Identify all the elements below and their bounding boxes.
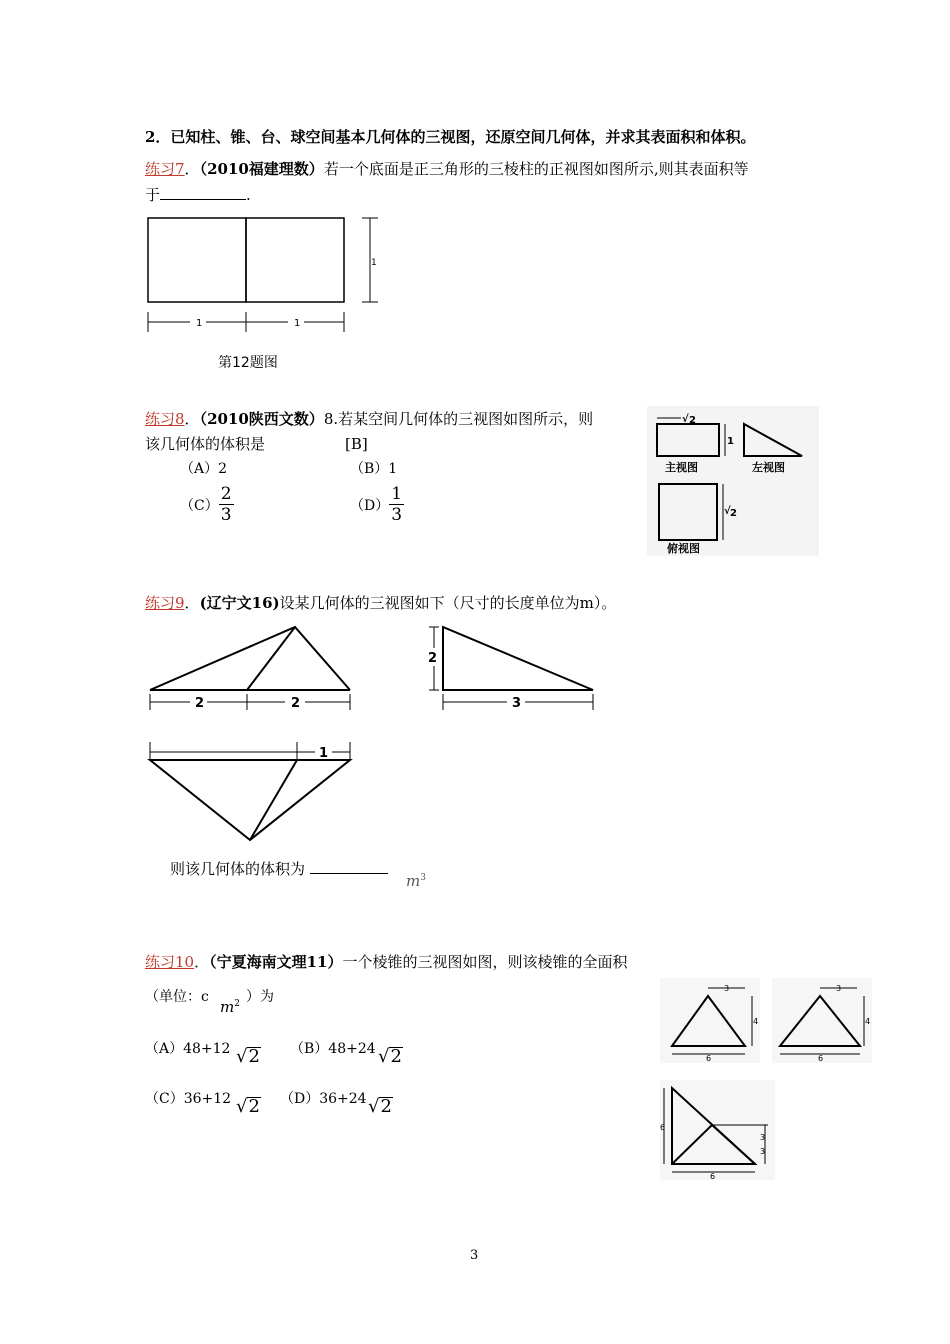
ex10-option-b[interactable]: [290, 1038, 376, 1060]
ex10-option-a-sqrt: √2: [236, 1046, 260, 1067]
ex8-option-b[interactable]: （B）1: [350, 461, 398, 477]
ex10-option-d-radicand: 2: [380, 1096, 392, 1117]
ex7-label[interactable]: 练习7: [145, 160, 185, 178]
page-number: 3: [470, 1248, 479, 1263]
ex10-unit-suffix: ）为: [246, 989, 274, 1005]
ex8-option-d-fraction: [389, 484, 404, 525]
ex10-option-c-radicand: 2: [248, 1096, 260, 1117]
ex9-line1: 练习9．(辽宁文16)设某几何体的三视图如下（尺寸的长度单位为m）。: [145, 594, 617, 612]
ex9-top-view: [150, 760, 350, 840]
ex8-option-d-prefix: （D）: [350, 497, 390, 514]
ex10-option-b-radicand: 2: [390, 1046, 402, 1067]
ex10-option-d-sqrt: √2: [368, 1096, 392, 1117]
ex10-option-a-text: （A）48+12: [145, 1041, 231, 1057]
ex8-text1: 8.若某空间几何体的三视图如图所示，则: [323, 410, 594, 428]
ex10-option-b-text: （B）48+24: [290, 1041, 376, 1057]
ex9-unit: [406, 872, 426, 890]
ex8-line1: 练习8．（2010陕西文数）8.若某空间几何体的三视图如图所示，则: [145, 410, 594, 428]
ex10-option-d[interactable]: [280, 1088, 367, 1110]
ex7-vdim-label: 1: [371, 258, 377, 268]
section-heading: 2．已知柱、锥、台、球空间基本几何体的三视图，还原空间几何体，并求其表面积和体积。: [145, 128, 756, 146]
ex7-hdim-label-1: 1: [196, 318, 203, 329]
ex9-label[interactable]: 练习9: [145, 594, 185, 612]
ex10-top-left-dim-label: 6: [660, 1123, 666, 1132]
ex10-top-right-dim-label-2: 3: [760, 1147, 766, 1156]
ex10-option-a-radicand: 2: [248, 1046, 260, 1067]
ex10-unit-prefix: （单位：c: [145, 989, 209, 1005]
ex7-figure-caption: 第12题图: [218, 355, 278, 371]
ex8-figure: [647, 406, 819, 556]
ex9-source: (辽宁文16): [199, 594, 280, 612]
ex10-side-bottom-dim-label: 6: [818, 1054, 824, 1063]
ex8-c-den: 3: [220, 505, 232, 525]
ex10-side-right-dim-label: 4: [865, 1017, 871, 1026]
ex7-left-rect: [148, 218, 246, 302]
ex10-front-bg: [660, 978, 760, 1063]
ex8-option-c[interactable]: [180, 484, 234, 525]
ex7-hdim-label-2: 1: [294, 318, 301, 329]
ex10-front-top-dim-label: 3: [724, 984, 730, 993]
ex9-front-view: [150, 627, 350, 690]
ex10-option-a[interactable]: [145, 1038, 230, 1060]
ex10-option-c-sqrt: √2: [236, 1096, 260, 1117]
ex10-label[interactable]: 练习10: [145, 953, 195, 971]
ex9-side-hdim-label: 3: [512, 696, 522, 711]
ex8-answer: [B]: [345, 435, 368, 453]
ex7-line2: [145, 184, 251, 206]
ex10-option-c[interactable]: [145, 1088, 231, 1110]
ex8-front-sqrt-2: 2: [689, 415, 696, 426]
ex10-front-figure: [660, 978, 760, 1063]
ex9-answer-line: [170, 858, 388, 880]
ex8-d-den: 3: [391, 505, 403, 525]
ex10-text1: 一个棱锥的三视图如图，则该棱锥的全面积: [342, 953, 628, 971]
ex10-option-c-text: （C）36+12: [145, 1091, 232, 1107]
ex8-d-num: 1: [391, 484, 403, 504]
ex10-top-bottom-dim-label: 6: [710, 1172, 716, 1180]
ex8-top-sqrt-2: 2: [730, 508, 737, 519]
ex9-answer-prefix: 则该几何体的体积为: [170, 860, 306, 878]
ex10-front-right-dim-label: 4: [753, 1017, 759, 1026]
ex9-side-vdim-label: 2: [428, 651, 438, 666]
ex9-side-view: [443, 627, 593, 690]
ex9-unit-base: m: [406, 872, 421, 890]
ex7-figure: [140, 210, 390, 345]
ex9-front-dim-label-2: 2: [291, 696, 301, 711]
ex8-front-vdim-label: 1: [727, 436, 734, 447]
ex8-side-label: 左视图: [752, 461, 785, 474]
ex8-option-c-fraction: [219, 484, 234, 525]
ex9-text1: 设某几何体的三视图如下（尺寸的长度单位为m）。: [279, 594, 617, 612]
ex10-unit-exp: 2: [234, 999, 240, 1009]
ex10-option-b-sqrt: √2: [378, 1046, 402, 1067]
ex10-front-bottom-dim-label: 6: [706, 1054, 712, 1063]
ex10-source: （宁夏海南文理11）: [209, 953, 343, 971]
ex10-top-right-dim-label-1: 3: [760, 1133, 766, 1142]
ex10-top-figure: [660, 1080, 775, 1180]
ex10-option-d-text: （D）36+24: [280, 1091, 367, 1107]
ex9-figure: [145, 620, 605, 850]
ex9-front-dim-label-1: 2: [195, 696, 205, 711]
ex10-line1: 练习10．（宁夏海南文理11）一个棱锥的三视图如图，则该棱锥的全面积: [145, 953, 628, 971]
ex7-text2-prefix: 于: [145, 186, 161, 204]
ex9-unit-exp: 3: [420, 873, 426, 883]
ex10-side-bg: [772, 978, 872, 1063]
ex10-unit-line: [145, 986, 209, 1008]
ex7-text2-suffix: .: [246, 186, 251, 204]
ex7-line1: 练习7．（2010福建理数）若一个底面是正三角形的三棱柱的正视图如图所示,则其表面积等: [145, 160, 749, 178]
ex7-text1: 若一个底面是正三角形的三棱柱的正视图如图所示,则其表面积等: [323, 160, 749, 178]
ex8-top-sqrt-symbol: √: [724, 506, 731, 517]
ex7-right-rect: [246, 218, 344, 302]
ex9-answer-blank: [310, 859, 388, 874]
ex8-option-c-prefix: （C）: [180, 497, 219, 514]
ex10-side-top-dim-label: 3: [836, 984, 842, 993]
ex9-top-edge: [250, 760, 297, 840]
ex10-unit: [220, 998, 240, 1016]
ex10-side-figure: [772, 978, 872, 1063]
ex8-front-label: 主视图: [665, 461, 698, 474]
ex8-front-sqrt-symbol: √: [682, 414, 689, 425]
ex8-text2: 该几何体的体积是: [145, 435, 266, 453]
ex10-unit-base: m: [220, 998, 235, 1016]
ex8-option-a[interactable]: （A）2: [180, 461, 228, 477]
ex7-answer-blank: [160, 185, 246, 200]
ex8-label[interactable]: 练习8: [145, 410, 185, 428]
ex8-top-label: 俯视图: [667, 542, 700, 555]
ex7-source: （2010福建理数）: [199, 160, 324, 178]
ex8-figure-bg: [647, 406, 819, 556]
ex8-option-d[interactable]: [350, 484, 404, 525]
ex9-top-dim-label: 1: [319, 746, 329, 761]
ex8-c-num: 2: [220, 484, 232, 504]
ex8-source: （2010陕西文数）: [199, 410, 324, 428]
